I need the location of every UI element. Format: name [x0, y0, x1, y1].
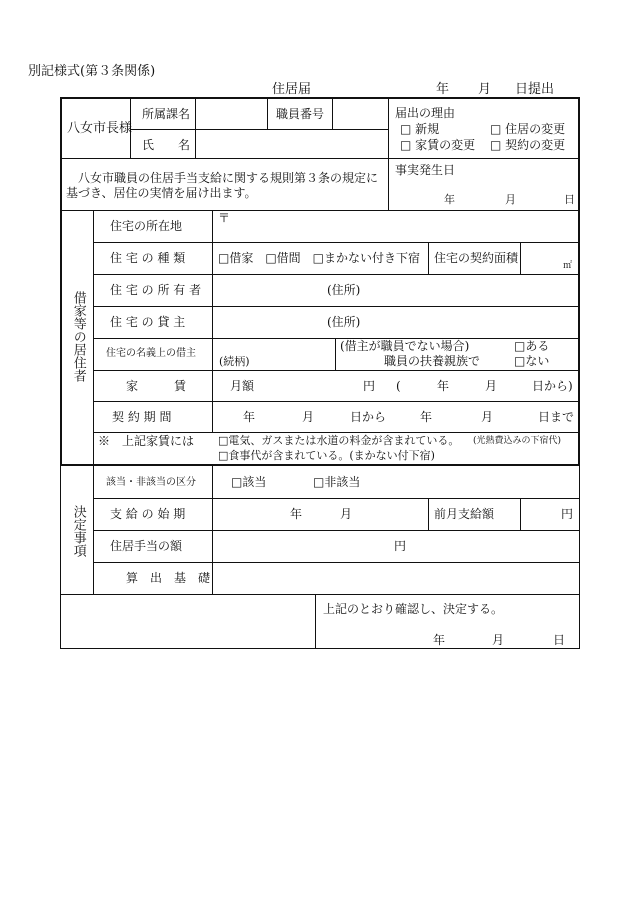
contract-until-label: 日まで [538, 410, 575, 424]
dependent-note: 職員の扶養親族で [384, 354, 481, 368]
housing-section-label-text: 借家等の居住者 [70, 291, 86, 382]
rent-inclusion-note-label: ※ 上記家賃には [98, 434, 195, 448]
relation-label: (続柄) [219, 355, 250, 368]
rent-month-label: 月 [485, 379, 498, 393]
event-date-label: 事実発生日 [395, 163, 456, 177]
confirmation-year-label: 年 [433, 633, 446, 647]
previous-month-amount-label: 前月支給額 [434, 507, 495, 521]
declaration-line-2: 基づき、居住の実情を届け出ます。 [66, 186, 257, 200]
utilities-included-checkbox[interactable]: □電気、ガスまたは水道の料金が含まれている。 [218, 434, 460, 447]
meals-included-checkbox[interactable]: □食事代が含まれている。(まかない付下宿) [218, 449, 435, 462]
contract-area-label: 住宅の契約面積 [434, 251, 519, 265]
rent-monthly-label: 月額 [230, 379, 255, 393]
header-month-label: 月 [478, 82, 492, 97]
header-submit-day-label: 日提出 [515, 82, 555, 97]
housing-section-label [69, 291, 87, 382]
contract-year2-label: 年 [420, 410, 433, 424]
confirmation-text: 上記のとおり確認し、決定する。 [323, 602, 504, 616]
address-label: 住宅の所在地 [110, 219, 183, 233]
form-title: 住居届 [272, 82, 312, 97]
reason-residence-change-checkbox[interactable]: □ 住居の変更 [490, 122, 566, 136]
declaration-line-1: 八女市職員の住居手当支給に関する規則第３条の規定に [78, 171, 379, 185]
lessor-label: 住 宅 の 貸 主 [110, 315, 186, 329]
owner-label: 住 宅 の 所 有 者 [110, 283, 202, 297]
housing-type-label: 住 宅 の 種 類 [110, 251, 186, 265]
payment-start-label: 支 給 の 始 期 [110, 507, 186, 521]
calculation-basis-label: 算 出 基 礎 [126, 571, 211, 585]
decision-section-label [69, 505, 87, 557]
rent-year-label: 年 [437, 379, 450, 393]
name-label: 氏 名 [142, 138, 191, 152]
area-unit: ㎡ [563, 261, 573, 271]
confirmation-day-label: 日 [553, 633, 566, 647]
contract-from-label: 日から [350, 410, 387, 424]
department-label: 所属課名 [142, 107, 191, 121]
not-applies-checkbox[interactable]: □非該当 [313, 475, 361, 489]
utilities-note-small: (光熱費込みの下宿代) [473, 436, 562, 446]
applies-checkbox[interactable]: □該当 [231, 475, 267, 489]
lessor-address-label: (住所) [327, 315, 361, 329]
payment-start-month-label: 月 [340, 507, 353, 521]
housing-type-options[interactable]: □借家 □借間 □まかない付き下宿 [218, 251, 421, 265]
nominal-tenant-label: 住宅の名義上の借主 [106, 348, 196, 359]
staff-number-label: 職員番号 [276, 107, 325, 121]
rent-label: 家 賃 [126, 379, 187, 393]
allowance-yen-label: 円 [394, 539, 407, 553]
contract-month1-label: 月 [302, 410, 315, 424]
owner-address-label: (住所) [327, 283, 361, 297]
eligibility-label: 該当・非該当の区分 [106, 477, 196, 488]
payment-start-year-label: 年 [290, 507, 303, 521]
form-identifier: 別記様式(第３条関係) [28, 64, 156, 79]
dependent-yes-checkbox[interactable]: □ある [514, 339, 550, 353]
allowance-amount-label: 住居手当の額 [110, 539, 183, 553]
reason-rent-change-checkbox[interactable]: □ 家賃の変更 [400, 138, 476, 152]
reason-new-checkbox[interactable]: □ 新規 [400, 122, 440, 136]
contract-month2-label: 月 [481, 410, 494, 424]
rent-from-label: 日から) [532, 379, 573, 393]
event-year-label: 年 [444, 193, 455, 206]
event-day-label: 日 [564, 193, 575, 206]
header-year-label: 年 [436, 82, 450, 97]
recipient-label: 八女市長様 [67, 121, 133, 136]
reason-contract-change-checkbox[interactable]: □ 契約の変更 [490, 138, 566, 152]
dependent-no-checkbox[interactable]: □ない [514, 354, 550, 368]
contract-period-label: 契 約 期 間 [112, 410, 172, 424]
reason-label: 届出の理由 [395, 106, 456, 120]
previous-month-yen-label: 円 [561, 507, 574, 521]
contract-year1-label: 年 [243, 410, 256, 424]
rent-open-paren: ( [396, 379, 401, 393]
event-month-label: 月 [505, 193, 516, 206]
confirmation-month-label: 月 [492, 633, 505, 647]
non-staff-note: (借主が職員でない場合) [340, 339, 470, 353]
decision-section-label-text: 決定事項 [70, 505, 86, 557]
postal-mark: 〒 [218, 211, 231, 225]
rent-yen-label: 円 [363, 379, 376, 393]
